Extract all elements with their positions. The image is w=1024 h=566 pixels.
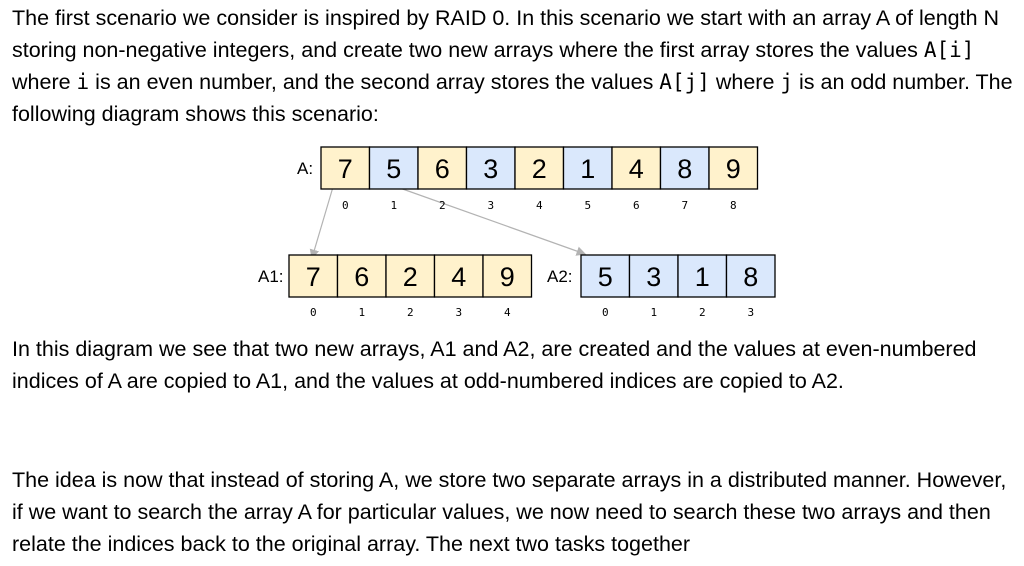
array-a1-index: 1 bbox=[358, 306, 366, 319]
array-a-value: 4 bbox=[628, 154, 644, 184]
explanation-paragraph: In this diagram we see that two new arrays, A1 and A2, are created and the values at even-numbered indices of A are copied to A1, and the values at odd-numbered indices are copied to A2. bbox=[12, 337, 977, 393]
intro-text-1: The first scenario we consider is inspired by RAID 0. In this scenario we start with an array A of length N storing non-negative integers, and create two new arrays where the first array stores the values bbox=[12, 6, 1000, 62]
copy-arrows bbox=[312, 187, 585, 258]
array-a-index: 2 bbox=[438, 199, 446, 212]
array-a2-value: 1 bbox=[694, 262, 710, 292]
array-a-index: 5 bbox=[584, 199, 592, 212]
array-a-value: 3 bbox=[483, 154, 499, 184]
arrow-a-to-a1 bbox=[312, 187, 333, 258]
intro-paragraph bbox=[12, 2, 1018, 130]
code-a-i: A[i] bbox=[923, 38, 975, 62]
array-a2-value: 8 bbox=[743, 262, 759, 292]
array-a2-index: 0 bbox=[601, 306, 609, 319]
array-a-index: 7 bbox=[681, 199, 689, 212]
array-a1-value: 7 bbox=[305, 262, 321, 292]
arrays-layer bbox=[258, 147, 775, 319]
array-a-value: 2 bbox=[531, 154, 547, 184]
distribution-paragraph: The idea is now that instead of storing A, we store two separate arrays in a distributed manner. However, if we want to search the array A for particular values, we now need to search these two arrays and then relate the indices back to the original array. The next two tasks together bbox=[12, 468, 1007, 556]
array-a-index: 8 bbox=[729, 199, 737, 212]
array-a-value: 1 bbox=[580, 154, 596, 184]
array-a1-index: 2 bbox=[406, 306, 414, 319]
array-a-value: 9 bbox=[725, 154, 741, 184]
code-i: i bbox=[76, 70, 90, 94]
array-a-value: 7 bbox=[337, 154, 353, 184]
array-a-label: A: bbox=[297, 159, 314, 178]
raid0-diagram bbox=[0, 130, 1024, 325]
array-a-index: 1 bbox=[390, 199, 398, 212]
code-j: j bbox=[780, 70, 794, 94]
intro-text-2: where bbox=[12, 70, 77, 94]
array-a2-index: 3 bbox=[747, 306, 755, 319]
array-a2-label: A2: bbox=[547, 267, 573, 286]
array-a2-value: 5 bbox=[597, 262, 613, 292]
array-a1-index: 4 bbox=[503, 306, 511, 319]
intro-text-3: is an even number, and the second array stores the values bbox=[89, 70, 660, 94]
array-a1-value: 9 bbox=[499, 262, 515, 292]
array-a-index: 3 bbox=[487, 199, 495, 212]
array-a-index: 6 bbox=[632, 199, 640, 212]
array-a-value: 5 bbox=[386, 154, 402, 184]
array-a1-value: 4 bbox=[451, 262, 467, 292]
array-a1 bbox=[258, 255, 532, 319]
array-a2 bbox=[547, 255, 775, 319]
arrow-a-to-a2 bbox=[397, 187, 585, 254]
code-a-j: A[j] bbox=[659, 70, 710, 94]
array-a-value: 6 bbox=[434, 154, 450, 184]
intro-text-4: where bbox=[709, 70, 781, 94]
array-a2-index: 1 bbox=[650, 306, 658, 319]
array-a2-index: 2 bbox=[698, 306, 706, 319]
array-a-index: 4 bbox=[535, 199, 543, 212]
intro-text-5: is an odd number. The following diagram shows this scenario: bbox=[12, 70, 1013, 126]
array-a-index: 0 bbox=[341, 199, 349, 212]
array-a1-value: 2 bbox=[402, 262, 418, 292]
array-a1-value: 6 bbox=[354, 262, 370, 292]
array-a bbox=[297, 147, 758, 212]
array-a2-value: 3 bbox=[646, 262, 662, 292]
array-a-value: 8 bbox=[677, 154, 693, 184]
array-a1-label: A1: bbox=[258, 267, 284, 286]
array-a1-index: 3 bbox=[455, 306, 463, 319]
array-a1-index: 0 bbox=[309, 306, 317, 319]
